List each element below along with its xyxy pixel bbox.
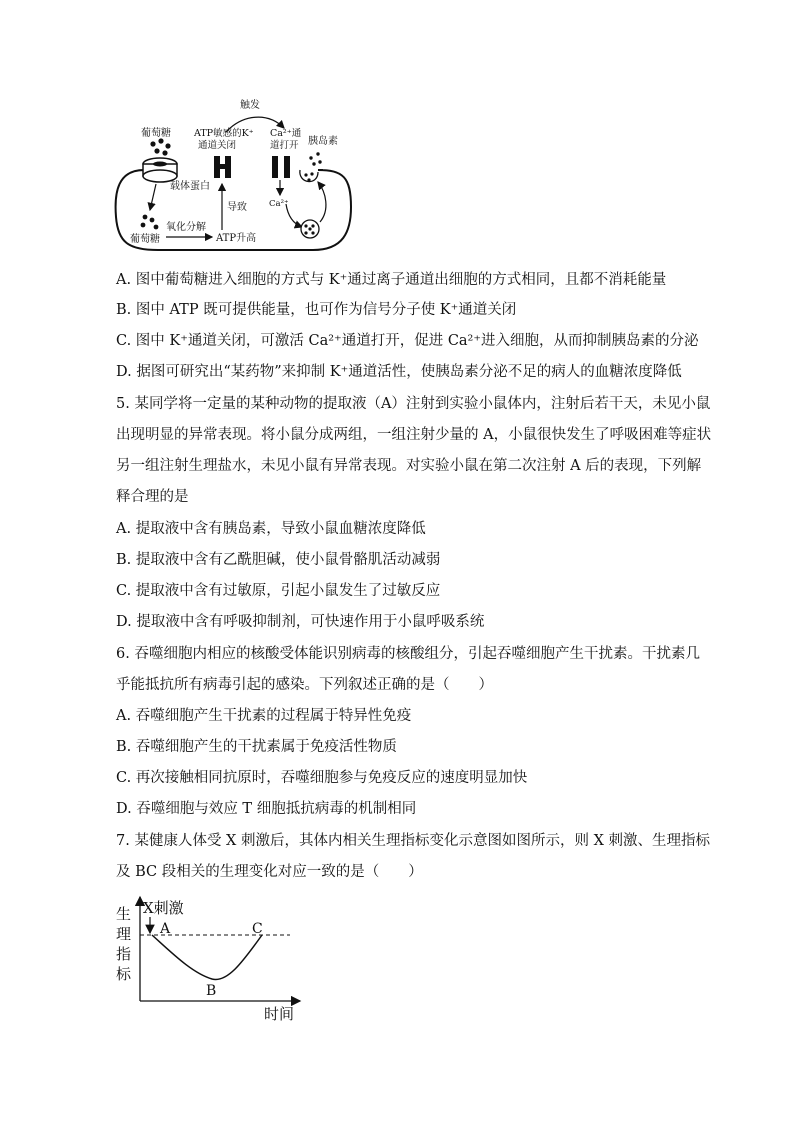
ca-ion-label: Ca²⁺ [269,199,289,209]
atp-k-label-2: 通道关闭 [198,140,237,151]
trigger-label: 触发 [240,100,260,111]
q4-option-b: B. 图中 ATP 既可提供能量，也可作为信号分子使 K⁺通道关闭 [116,302,517,318]
beta-cell-diagram [108,92,358,260]
insulin-label: 胰岛素 [308,136,338,147]
lead-label: 导致 [227,202,247,213]
insulin-vesicle-inside [301,220,319,238]
point-c-label: C [252,921,263,937]
q5-option-a: A. 提取液中含有胰岛素，导致小鼠血糖浓度降低 [116,521,426,537]
ca-label-2: 道打开 [270,140,299,151]
q5-stem-line-4: 释合理的是 [116,489,189,505]
atp-k-label-1: ATP敏感的K⁺ [194,128,254,139]
q5-option-d: D. 提取液中含有呼吸抑制剂，可快速作用于小鼠呼吸系统 [116,614,485,630]
q6-stem-line-1: 6. 吞噬细胞内相应的核酸受体能识别病毒的核酸组分，引起吞噬细胞产生干扰素。干扰素几 [116,646,700,662]
q4-option-a: A. 图中葡萄糖进入细胞的方式与 K⁺通过离子通道出细胞的方式相同，且都不消耗能量 [116,272,667,288]
carrier-protein [143,158,177,182]
point-b-label: B [206,983,217,999]
oxidation-label: 氧化分解 [166,222,206,233]
index-curve [152,935,262,980]
y-label-char-3: 指 [116,945,132,963]
q6-stem-line-2: 乎能抵抗所有病毒引起的感染。下列叙述正确的是（ ） [116,677,493,693]
q5-stem-line-3: 另一组注射生理盐水，未见小鼠有异常表现。对实验小鼠在第二次注射 A 后的表现，下列解 [116,458,702,474]
q4-option-d: D. 据图可研究出“某药物”来抑制 K⁺通道活性，使胰岛素分泌不足的病人的血糖浓度降低 [116,364,682,380]
q6-option-c: C. 再次接触相同抗原时，吞噬细胞参与免疫反应的速度明显加快 [116,770,528,786]
q5-option-b: B. 提取液中含有乙酰胆碱，使小鼠骨骼肌活动减弱 [116,552,441,568]
y-label-char-1: 生 [116,905,132,923]
carrier-label: 载体蛋白 [170,181,210,192]
y-label-char-2: 理 [116,925,132,943]
stimulus-label: X刺激 [143,899,184,917]
x-label: 时间 [264,1005,295,1023]
glucose-inside-label: 葡萄糖 [130,234,160,245]
q7-stem-line-2: 及 BC 段相关的生理变化对应一致的是（ ） [116,864,423,880]
glucose-dots-outside [150,138,170,155]
y-label-char-4: 标 [116,965,132,983]
q6-option-a: A. 吞噬细胞产生干扰素的过程属于特异性免疫 [116,708,412,724]
q6-option-d: D. 吞噬细胞与效应 T 细胞抵抗病毒的机制相同 [116,801,417,817]
glucose-label: 葡萄糖 [141,128,171,139]
glucose-dots-inside [141,215,159,230]
q5-stem-line-1: 5. 某同学将一定量的某种动物的提取液（A）注射到实验小鼠体内，注射后若干天，未见小鼠 [116,396,711,412]
k-channel [214,156,231,178]
ca-channel [272,156,290,178]
atp-rise-label: ATP升高 [216,233,257,244]
point-a-label: A [160,921,171,937]
q5-stem-line-2: 出现明显的异常表现。将小鼠分成两组，一组注射少量的 A，小鼠很快发生了呼吸困难等症状 [116,427,712,443]
q6-option-b: B. 吞噬细胞产生的干扰素属于免疫活性物质 [116,739,397,755]
ca-label-1: Ca²⁺通 [270,128,302,139]
physiology-graph [112,893,312,1023]
q7-stem-line-1: 7. 某健康人体受 X 刺激后，其体内相关生理指标变化示意图如图所示，则 X 刺激、生理指标 [116,833,711,849]
q4-option-c: C. 图中 K⁺通道关闭，可激活 Ca²⁺通道打开，促进 Ca²⁺进入细胞，从而抑制胰岛素的分泌 [116,333,699,349]
q5-option-c: C. 提取液中含有过敏原，引起小鼠发生了过敏反应 [116,583,441,599]
insulin-exocytosis [300,152,322,181]
